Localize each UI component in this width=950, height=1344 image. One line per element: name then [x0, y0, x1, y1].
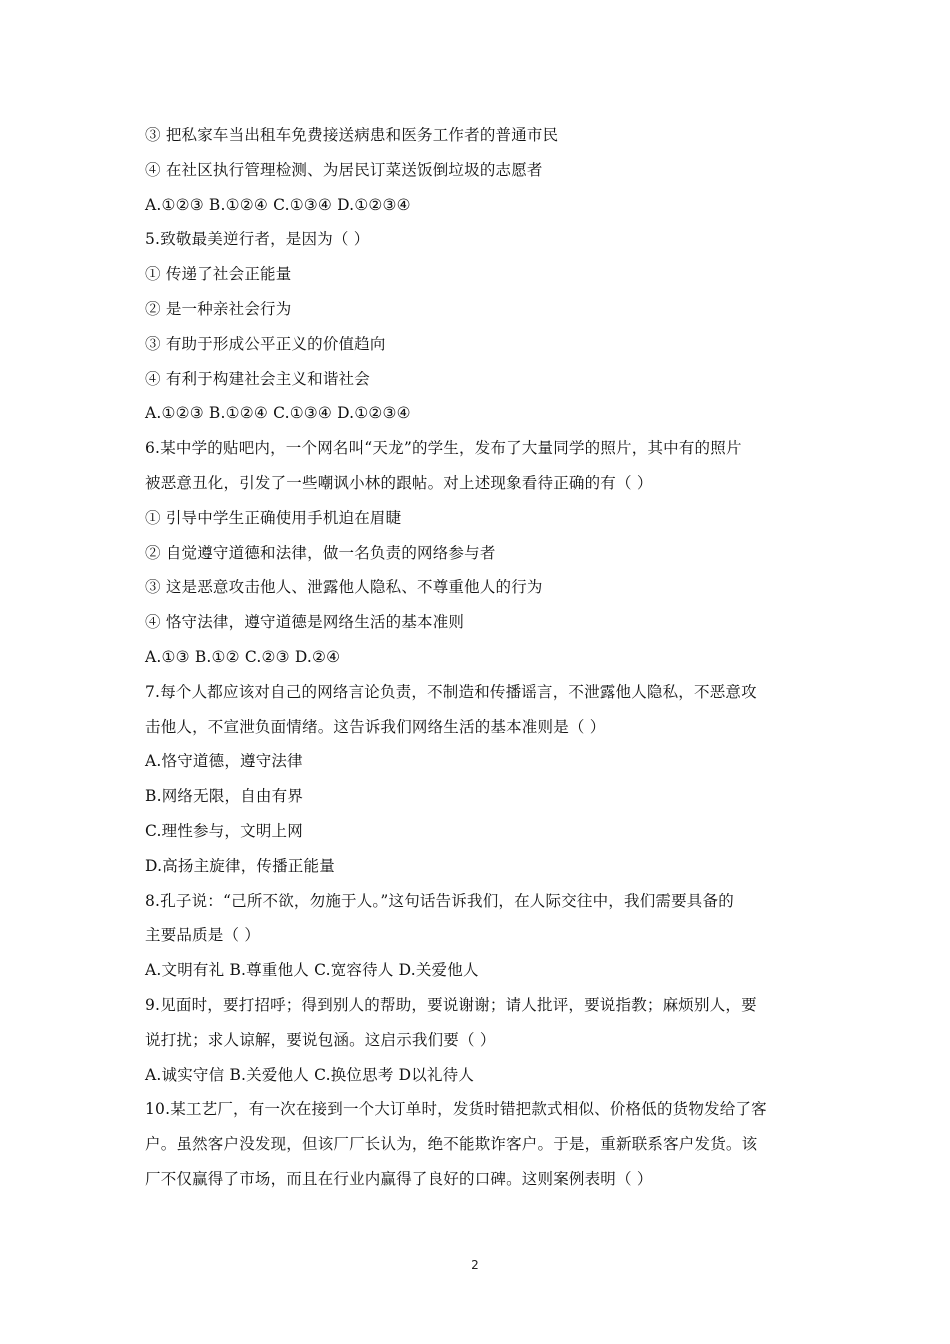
- q4-option-3: ③ 把私家车当出租车免费接送病患和医务工作者的普通市民: [145, 126, 559, 144]
- document-body: [145, 118, 815, 1197]
- q6-answer-choices: A.①③ B.①② C.②③ D.②④: [145, 647, 341, 666]
- q5-option-3: ③ 有助于形成公平正义的价值趋向: [145, 334, 386, 353]
- q7-option-b: B.网络无限，自由有界: [145, 787, 304, 806]
- q7-stem-line-2: 击他人，不宣泄负面情绪。这告诉我们网络生活的基本准则是（ ）: [145, 717, 606, 736]
- q6-option-2: ② 自觉遵守道德和法律，做一名负责的网络参与者: [145, 543, 496, 562]
- q5-option-1: ① 传递了社会正能量: [145, 265, 292, 284]
- q5-option-2: ② 是一种亲社会行为: [145, 299, 292, 318]
- q10-stem-line-1: 10.某工艺厂，有一次在接到一个大订单时，发货时错把款式相似、价格低的货物发给了客: [145, 1100, 767, 1119]
- q4-option-4: ④ 在社区执行管理检测、为居民订菜送饭倒垃圾的志愿者: [145, 160, 543, 179]
- q10-stem-line-3: 厂不仅赢得了市场，而且在行业内赢得了良好的口碑。这则案例表明（ ）: [145, 1169, 653, 1188]
- q7-option-d: D.高扬主旋律，传播正能量: [145, 856, 335, 875]
- page-number: 2: [471, 1258, 479, 1272]
- q6-stem-line-1: 6.某中学的贴吧内，一个网名叫“天龙”的学生，发布了大量同学的照片，其中有的照片: [145, 439, 742, 458]
- q5-option-4: ④ 有利于构建社会主义和谐社会: [145, 369, 370, 388]
- q8-stem-line-2: 主要品质是（ ）: [145, 926, 261, 945]
- q6-option-3: ③ 这是恶意攻击他人、泄露他人隐私、不尊重他人的行为: [145, 578, 543, 597]
- q8-stem-line-1: 8.孔子说：“己所不欲，勿施于人。”这句话告诉我们，在人际交往中，我们需要具备的: [145, 891, 734, 910]
- q5-answer-choices: A.①②③ B.①②④ C.①③④ D.①②③④: [145, 404, 411, 423]
- q9-stem-line-2: 说打扰；求人谅解，要说包涵。这启示我们要（ ）: [145, 1030, 496, 1049]
- q10-stem-line-2: 户。虽然客户没发现，但该厂厂长认为，绝不能欺诈客户。于是，重新联系客户发货。该: [145, 1135, 758, 1154]
- q6-option-4: ④ 恪守法律，遵守道德是网络生活的基本准则: [145, 613, 465, 632]
- q7-option-a: A.恪守道德，遵守法律: [145, 752, 303, 771]
- q7-stem-line-1: 7.每个人都应该对自己的网络言论负责，不制造和传播谣言，不泄露他人隐私，不恶意攻: [145, 682, 757, 701]
- q6-option-1: ① 引导中学生正确使用手机迫在眉睫: [145, 508, 402, 527]
- q4-answer-choices: A.①②③ B.①②④ C.①③④ D.①②③④: [145, 195, 411, 214]
- q9-answer-choices: A.诚实守信 B.关爱他人 C.换位思考 D以礼待人: [145, 1065, 475, 1084]
- q9-stem-line-1: 9.见面时，要打招呼；得到别人的帮助，要说谢谢；请人批评，要说指教；麻烦别人，要: [145, 995, 757, 1014]
- q6-stem-line-2: 被恶意丑化，引发了一些嘲讽小林的跟帖。对上述现象看待正确的有（ ）: [145, 473, 653, 492]
- q5-stem: 5.致敬最美逆行者，是因为（ ）: [145, 230, 370, 249]
- q7-option-c: C.理性参与，文明上网: [145, 821, 303, 840]
- q8-answer-choices: A.文明有礼 B.尊重他人 C.宽容待人 D.关爱他人: [145, 961, 479, 980]
